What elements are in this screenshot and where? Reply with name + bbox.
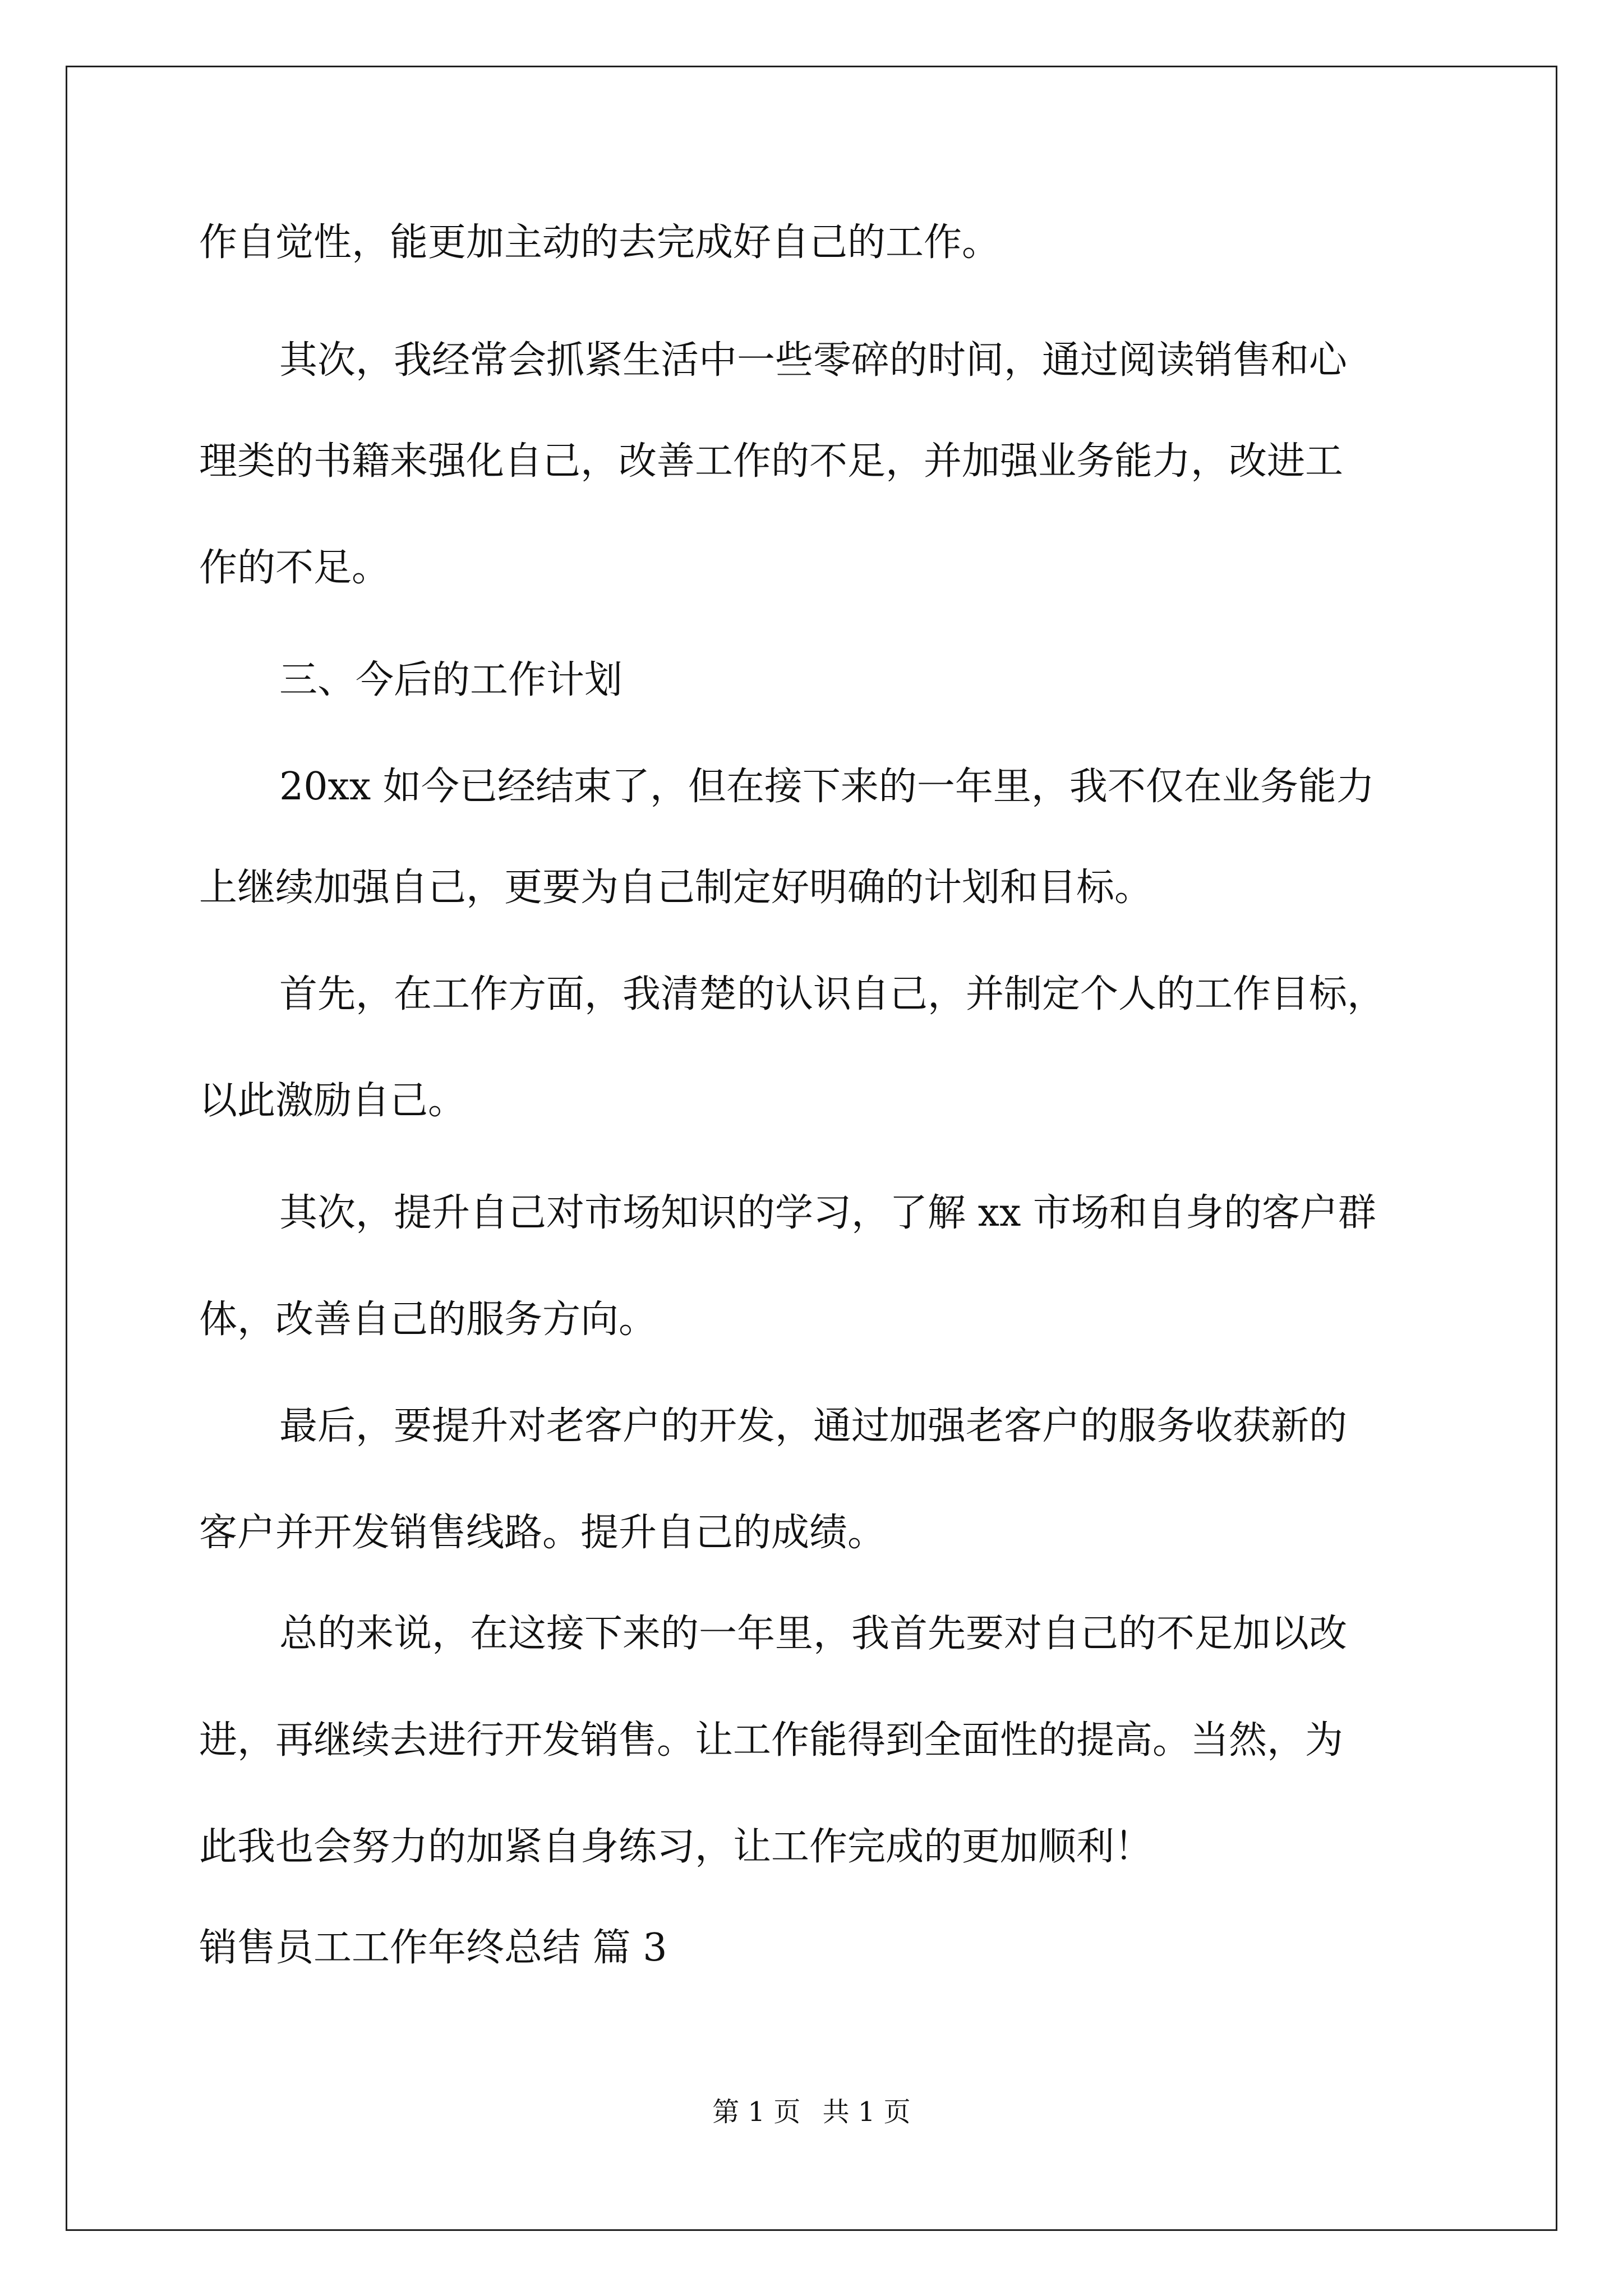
- section-heading: 三、今后的工作计划: [279, 658, 623, 702]
- body-line: 20xx 如今已经结束了，但在接下来的一年里，我不仅在业务能力: [279, 765, 1375, 809]
- page-number: 第 1 页: [712, 2096, 801, 2128]
- body-line: 其次，提升自己对市场知识的学习，了解 xx 市场和自身的客户群: [279, 1191, 1376, 1235]
- body-line: 首先，在工作方面，我清楚的认识自己，并制定个人的工作目标，: [279, 972, 1386, 1016]
- page-total: 共 1 页: [822, 2096, 911, 2128]
- body-line: 客户并开发销售线路。提升自己的成绩。: [199, 1511, 886, 1555]
- body-line: 进，再继续去进行开发销售。让工作能得到全面性的提高。当然，为: [199, 1718, 1344, 1763]
- body-line: 其次，我经常会抓紧生活中一些零碎的时间，通过阅读销售和心: [279, 338, 1348, 383]
- body-line: 上继续加强自己，更要为自己制定好明确的计划和目标。: [199, 866, 1153, 910]
- document-title: 销售员工工作年终总结 篇 3: [199, 1926, 667, 1970]
- body-line: 以此激励自己。: [199, 1079, 467, 1123]
- body-line: 最后，要提升对老客户的开发，通过加强老客户的服务收获新的: [279, 1404, 1348, 1448]
- body-line: 总的来说，在这接下来的一年里，我首先要对自己的不足加以改: [279, 1612, 1348, 1656]
- page-footer: [0, 2092, 1623, 2132]
- body-line: 作自觉性，能更加主动的去完成好自己的工作。: [199, 220, 1000, 265]
- body-line: 作的不足。: [199, 546, 390, 590]
- body-line: 体，改善自己的服务方向。: [199, 1297, 657, 1342]
- body-line: 此我也会努力的加紧自身练习，让工作完成的更加顺利！: [199, 1825, 1153, 1869]
- body-line: 理类的书籍来强化自己，改善工作的不足，并加强业务能力，改进工: [199, 439, 1344, 484]
